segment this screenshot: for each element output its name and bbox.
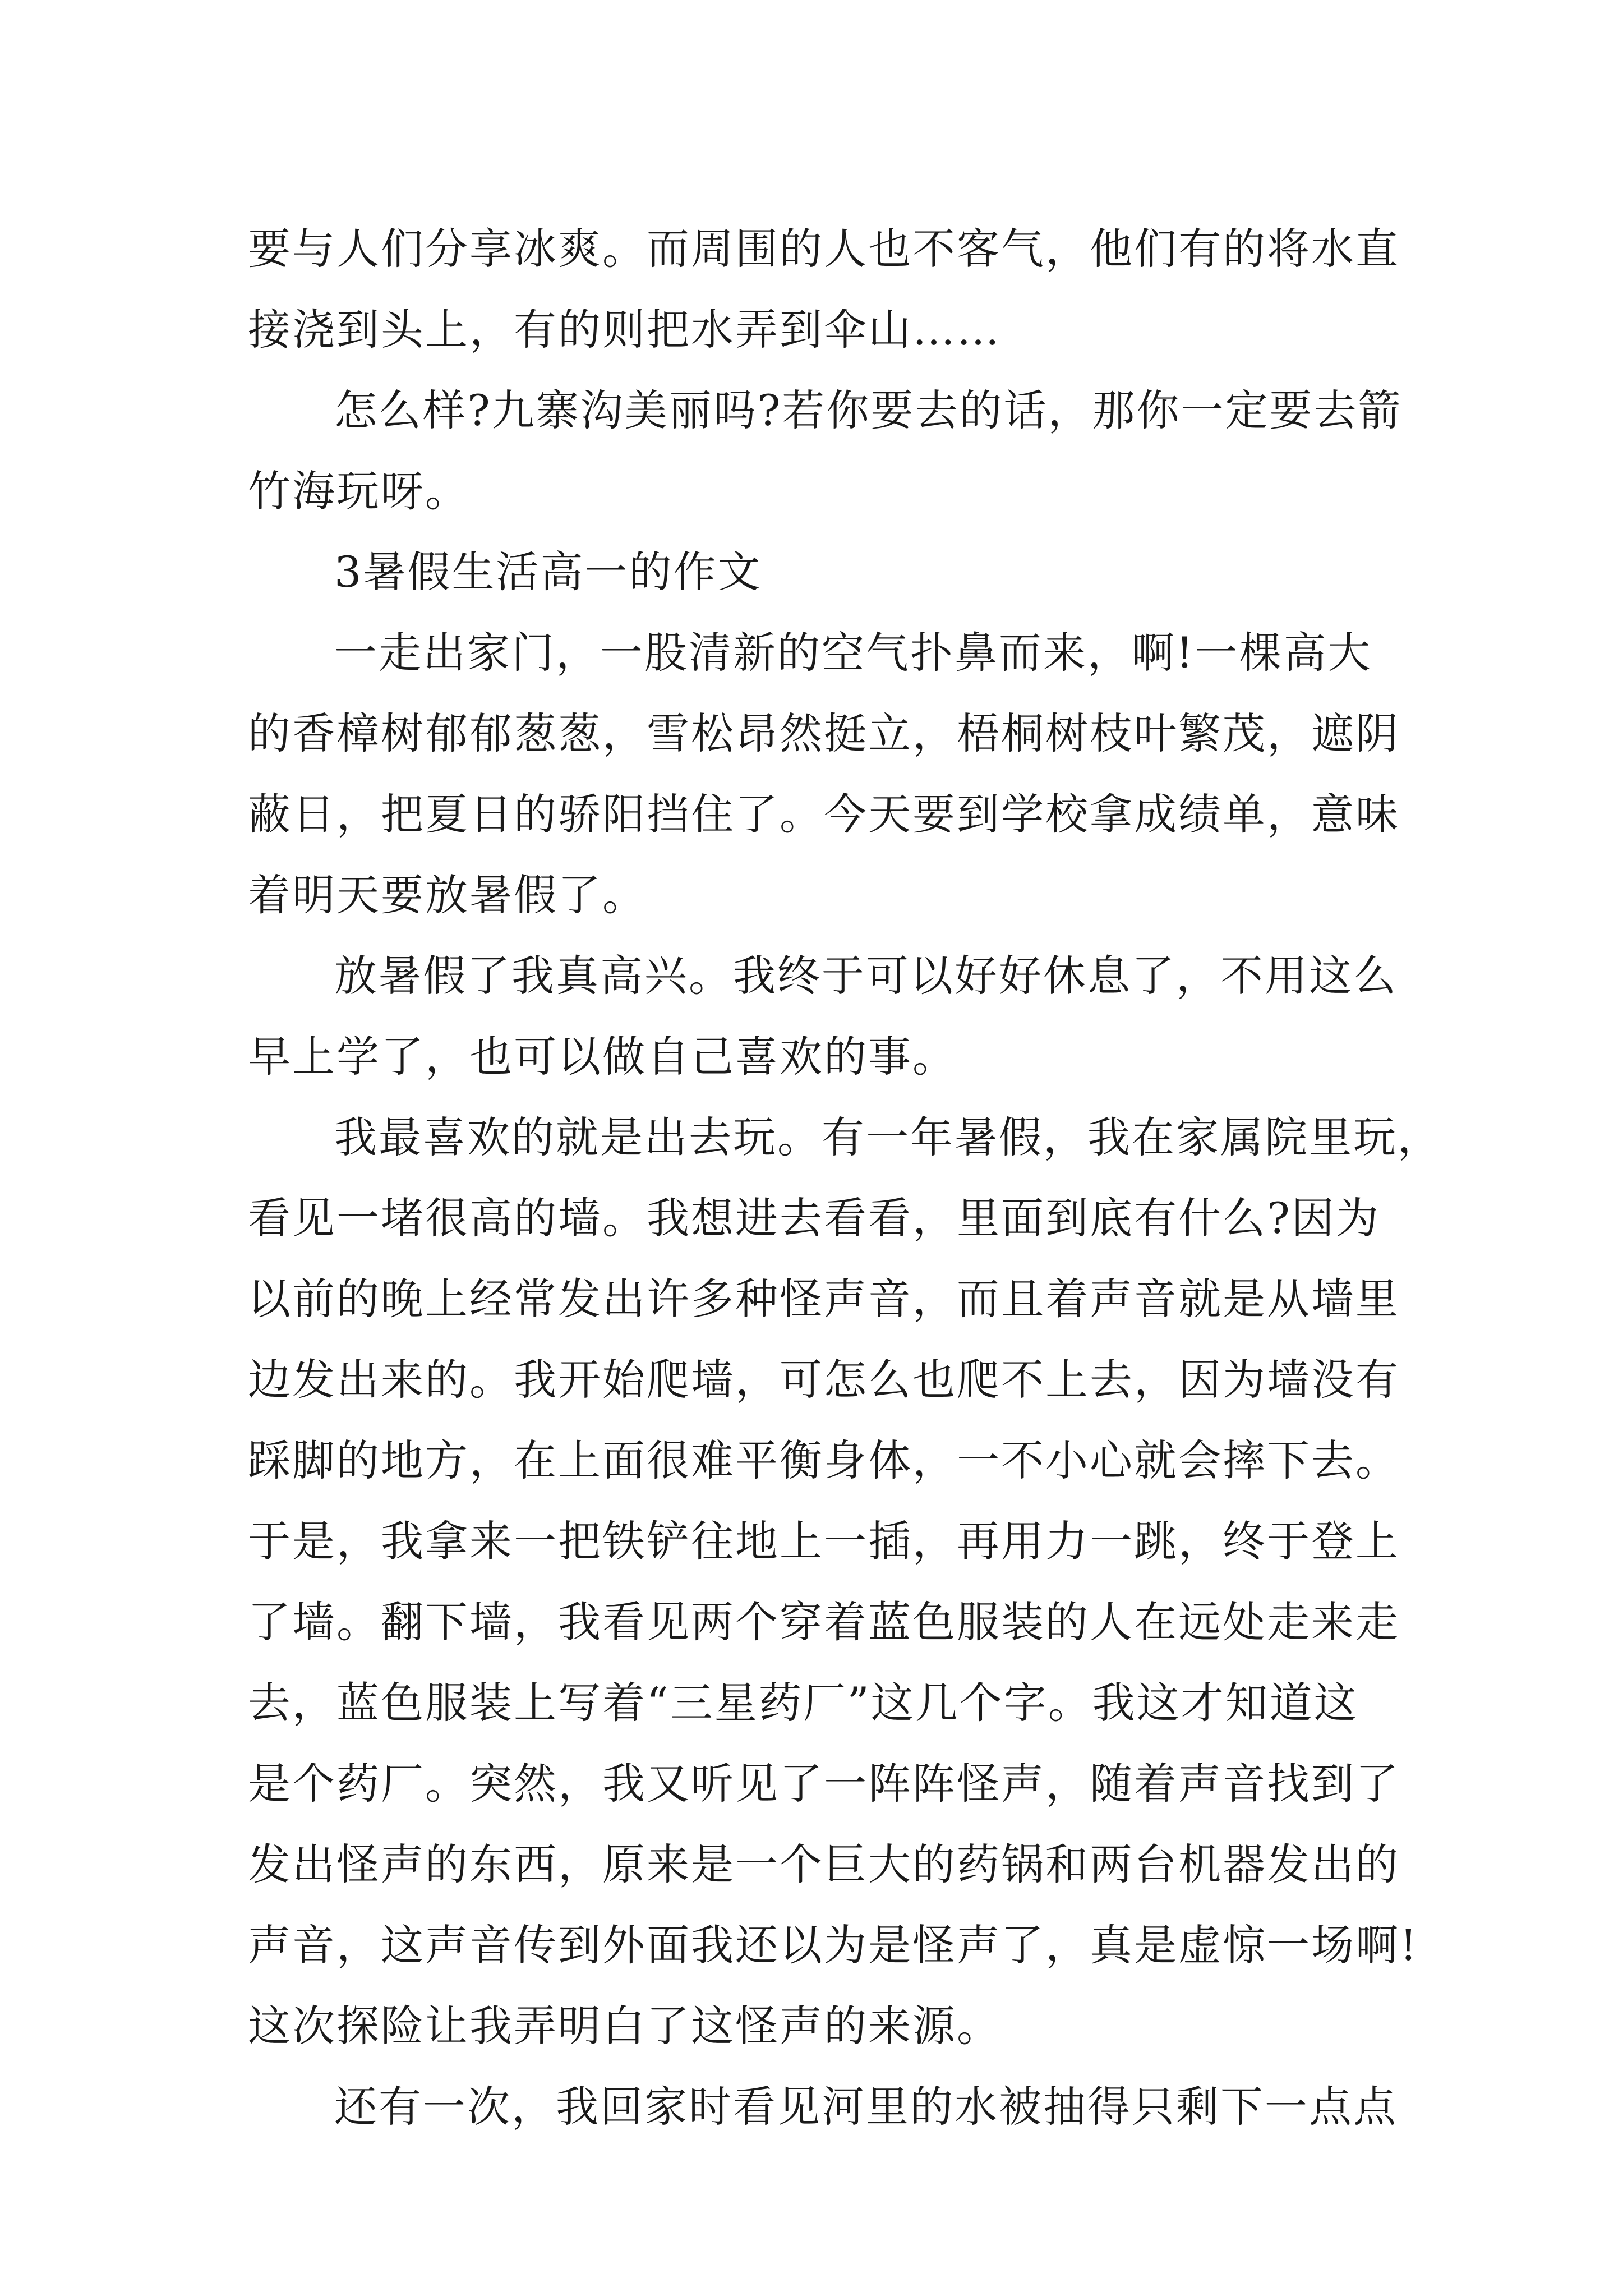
text-line: 以前的晚上经常发出许多种怪声音，而且着声音就是从墙里 <box>248 1274 1400 1324</box>
text-line: 了墙。翻下墙，我看见两个穿着蓝色服装的人在远处走来走 <box>248 1597 1400 1647</box>
text-line: 发出怪声的东西，原来是一个巨大的药锅和两台机器发出的 <box>248 1839 1400 1889</box>
text-line: 我最喜欢的就是出去玩。有一年暑假，我在家属院里玩， <box>334 1112 1442 1162</box>
text-line: 放暑假了我真高兴。我终于可以好好休息了，不用这么 <box>334 951 1398 1001</box>
text-line: 踩脚的地方，在上面很难平衡身体，一不小心就会摔下去。 <box>248 1435 1400 1485</box>
text-line: 还有一次，我回家时看见河里的水被抽得只剩下一点点 <box>334 2082 1398 2132</box>
text-line: 声音，这声音传到外面我还以为是怪声了，真是虚惊一场啊! <box>248 1920 1419 1970</box>
text-line: 着明天要放暑假了。 <box>248 870 647 920</box>
text-line: 看见一堵很高的墙。我想进去看看，里面到底有什么?因为 <box>248 1193 1380 1243</box>
text-line: 是个药厂。突然，我又听见了一阵阵怪声，随着声音找到了 <box>248 1759 1400 1809</box>
section-heading: 3暑假生活高一的作文 <box>334 547 762 597</box>
text-line: 早上学了，也可以做自己喜欢的事。 <box>248 1032 957 1082</box>
text-line: 去，蓝色服装上写着“三星药厂”这几个字。我这才知道这 <box>248 1678 1358 1728</box>
text-line: 怎么样?九寨沟美丽吗?若你要去的话，那你一定要去箭 <box>334 385 1403 435</box>
text-line: 接浇到头上，有的则把水弄到伞山…… <box>248 305 1001 355</box>
text-line: 蔽日，把夏日的骄阳挡住了。今天要到学校拿成绩单，意味 <box>248 789 1400 839</box>
document-body <box>248 209 1442 2147</box>
text-line: 要与人们分享冰爽。而周围的人也不客气，他们有的将水直 <box>248 224 1400 274</box>
text-line: 于是，我拿来一把铁铲往地上一插，再用力一跳，终于登上 <box>248 1516 1400 1566</box>
text-line: 的香樟树郁郁葱葱，雪松昂然挺立，梧桐树枝叶繁茂，遮阴 <box>248 708 1400 758</box>
text-line: 这次探险让我弄明白了这怪声的来源。 <box>248 2001 1001 2051</box>
text-line: 竹海玩呀。 <box>248 466 469 516</box>
text-line: 一走出家门，一股清新的空气扑鼻而来，啊!一棵高大 <box>334 628 1372 678</box>
text-line: 边发出来的。我开始爬墙，可怎么也爬不上去，因为墙没有 <box>248 1355 1400 1405</box>
